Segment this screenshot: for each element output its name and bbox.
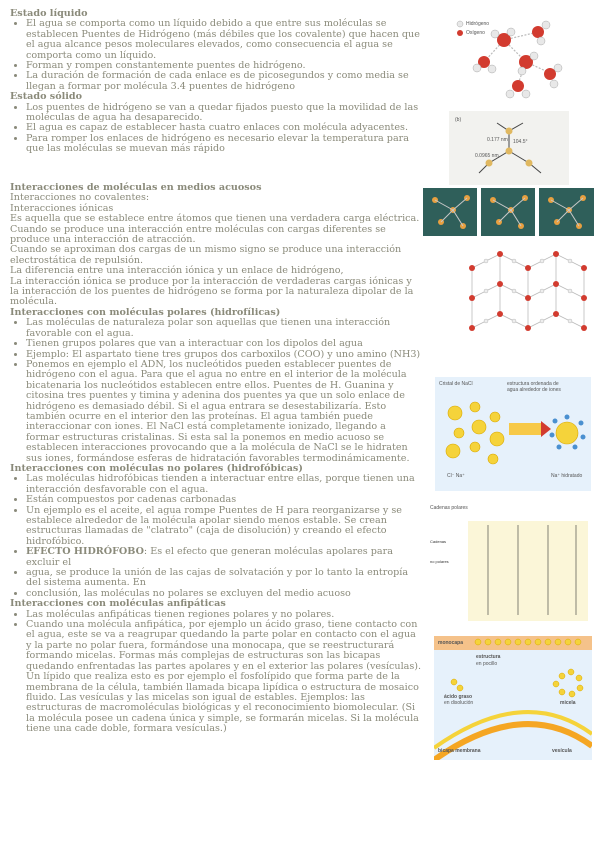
legend-oxygen-label: Oxígeno: [466, 30, 485, 36]
polar-chains-diagram: [428, 503, 594, 625]
list-item: • Están compuestos por cadenas carbonadas: [26, 495, 422, 505]
svg-text:104.5°: 104.5°: [513, 139, 528, 145]
list-item: • Para romper los enlaces de hidrógeno es necesario elevar la temperatura para que las moléculas se muevan más rápido: [26, 134, 422, 155]
legend-oxygen-icon: [457, 30, 463, 36]
text-line: Es aquella que se establece entre átomos que tienen una verdadera carga eléctrica.: [10, 213, 420, 225]
heading-estado-liquido: Estado líquido: [10, 8, 88, 19]
list-item: • Las moléculas anfipáticas tienen regiones polares y no polares.: [26, 610, 422, 620]
section-liquid: [10, 9, 422, 155]
list-item: [26, 547, 422, 568]
list-amphipathic: [10, 610, 422, 735]
molecular-dynamics-panels: [423, 188, 594, 236]
legend-hydrogen-label: Hidrógeno: [466, 21, 490, 27]
list-item: • agua, se produce la unión de las cajas de solvatación y por lo tanto la entropía del sistema aumenta. En: [26, 568, 422, 589]
monocapa-label: monocapa: [438, 640, 464, 646]
chains-label: Cadenas polares: [430, 505, 468, 511]
heading-estado-solido: Estado sólido: [10, 91, 83, 103]
svg-text:Cadenas: Cadenas: [430, 539, 447, 544]
list-item: • Ejemplo: El aspartato tiene tres grupos dos carboxilos (COO) y uno amino (NH3): [26, 350, 422, 360]
heading-anfipaticas: Interacciones con moléculas anfipáticas: [10, 598, 226, 610]
molecular-dynamics-figure: [423, 188, 594, 236]
hydration-crystal-label: Cristal de NaCl: [439, 381, 473, 387]
micela-label: micela: [560, 700, 576, 706]
efecto-hidrofobo-text: : Es el efecto que generan moléculas apolares para excluir el: [26, 546, 393, 568]
list-item: • El agua se comporta como un líquido debido a que entre sus moléculas se establecen Puentes de Hidrógeno (más débiles que los covalente) que hacen que el agua alcance pesos moleculares elevados, como consecuencia el agua se comporta como un líquido.: [26, 19, 422, 61]
svg-text:0.0965 nm: 0.0965 nm: [475, 153, 499, 159]
vesicula-label: vesícula: [552, 748, 572, 754]
hydrogen-bond-diagram: [449, 111, 569, 185]
bicapa-label: bicapa membrana: [438, 748, 481, 754]
list-item: • conclusión, las moléculas no polares se excluyen del medio acuoso: [26, 589, 422, 599]
text-line: La diferencia entre una interacción iónica y un enlace de hidrógeno,: [10, 265, 344, 277]
legend-hydrogen-icon: [457, 21, 463, 27]
text-line: La interacción iónica se produce por la interacción de verdaderas cargas iónicas y la interacción de los puentes de hidrógeno se forma por la naturaleza dipolar de la molécula.: [10, 275, 414, 308]
heading-polares: Interacciones con moléculas polares (hidrofílicas): [10, 306, 281, 318]
list-item: • Los puentes de hidrógeno se van a quedar fijados puesto que la movilidad de las moléculas de agua ha desaparecido.: [26, 103, 422, 124]
water-molecules-figure: [448, 12, 566, 104]
acido-graso-label: ácido graso: [444, 694, 473, 700]
en-disolucion-label: en disolución: [444, 700, 474, 706]
svg-text:no polares: no polares: [430, 559, 449, 564]
text-line: Cuando se produce una interacción entre moléculas con cargas diferentes se produce una interacción de atracción.: [10, 223, 386, 246]
ice-lattice-figure: [468, 248, 596, 348]
hydration-ions-label: Cl⁻ Na⁺: [447, 473, 465, 479]
heading-interacciones-acuosos: Interacciones de moléculas en medios acuosos: [10, 182, 262, 193]
hydration-right-label: Na⁺ hidratado: [551, 473, 583, 479]
list-item: • Ponemos en ejemplo el ADN, los nucleótidos pueden establecer puentes de hidrógeno con el agua. Para que el agua no entre en el interior de la molécula bicatenaria los nucleótidos establecen entre ellos. Puentes de H. Guanina y citosina tres puentes y timina y adenina dos puentes ya que un solo enlace de hidrógeno es demasiado débil. Si el agua entrara se desestabilizaría. Esto también ocurre en el interior den las proteínas. El agua también puede interaccionar con iones. El NaCl está completamente ionizado, llegando a formar estructuras cristalinas. Si esta sal la ponemos en medio acuoso se establecen interacciones provocando que a la molécula de NaCl se le hidraten sus iones, formándose esferas de hidratación favorables termodinámicamente.: [26, 360, 422, 464]
list-polar: [10, 318, 422, 464]
text-line: Interacciones iónicas: [10, 202, 114, 214]
text-line: Interacciones no covalentes:: [10, 192, 150, 204]
hydrogen-bond-figure: [449, 111, 569, 185]
svg-text:(b): (b): [455, 117, 462, 123]
efecto-hidrofobo-label: EFECTO HIDRÓFOBO: [26, 546, 144, 558]
list-item: • La duración de formación de cada enlace es de picosegundos y como media se llegan a formar por molécula 3.4 puentes de hidrógeno: [26, 71, 422, 92]
nacl-hydration-figure: [435, 377, 591, 491]
section-aqueous: [10, 183, 422, 735]
ice-lattice-diagram: [468, 248, 596, 348]
list-item: • Cuando una molécula anfipática, por ejemplo un ácido graso, tiene contacto con el agua, este se va a reagrupar quedando la parte polar en contacto con el agua y la parte no polar fuera, formándose una monocapa, que se reestructurará formando micelas. Formas más complejas de estructuras son las bicapas quedando enfrentadas las partes apolares y en el exterior las polares (vesículas). Un lípido que realiza esto es por ejemplo el fosfolípido que forma parte de la membrana de la célula, también llamada bicapa lipídica o estructura de mosaico fluido. Las vesículas y las micelas son igual de estables. Ejemplos: las estructuras de macromoléculas biológicas y el reconocimiento biomolecular. (Si la molécula posee un cadena única y simple, se formarán micelas. Si la molécula tiene una cade doble, formara vesículas.): [26, 620, 422, 734]
svg-text:0.177 nm: 0.177 nm: [487, 137, 508, 143]
heading-no-polares: Interacciones con moléculas no polares (hidrofóbicas): [10, 462, 303, 474]
hydration-mid-label: estructura ordenada de agua alrededor de iones: [507, 381, 561, 393]
list-item: • Las moléculas de naturaleza polar son aquellas que tienen una interacción favorable con el agua.: [26, 318, 422, 339]
estructura-label: estructura: [476, 654, 501, 660]
list-item: • Las moléculas hidrofóbicas tienden a interactuar entre ellas, porque tienen una interacción desfavorable con el agua.: [26, 474, 422, 495]
list-item: • Tienen grupos polares que van a interactuar con los dipolos del agua: [26, 339, 422, 349]
amphipathic-figure: [434, 636, 592, 760]
polar-chains-figure: [428, 503, 594, 625]
list-nonpolar: [10, 474, 422, 599]
list-item: • El agua es capaz de establecer hasta cuatro enlaces con molécula adyacentes.: [26, 123, 422, 133]
en-pocillo-label: en pocillo: [476, 661, 498, 667]
list-item: • Forman y rompen constantemente puentes de hidrógeno.: [26, 61, 422, 71]
list-item: • Un ejemplo es el aceite, el agua rompe Puentes de H para reorganizarse y se establece alrededor de la molécula apolar siendo menos estable. Se crean estructuras llamadas de "clatrato" (caja de disolución) y creando el efecto hidrofóbico.: [26, 506, 422, 548]
list-solid: [10, 103, 422, 155]
text-line: Cuando se aproximan dos cargas de un mismo signo se produce una interacción electrostática de repulsión.: [10, 244, 402, 266]
list-liquid: [10, 19, 422, 92]
